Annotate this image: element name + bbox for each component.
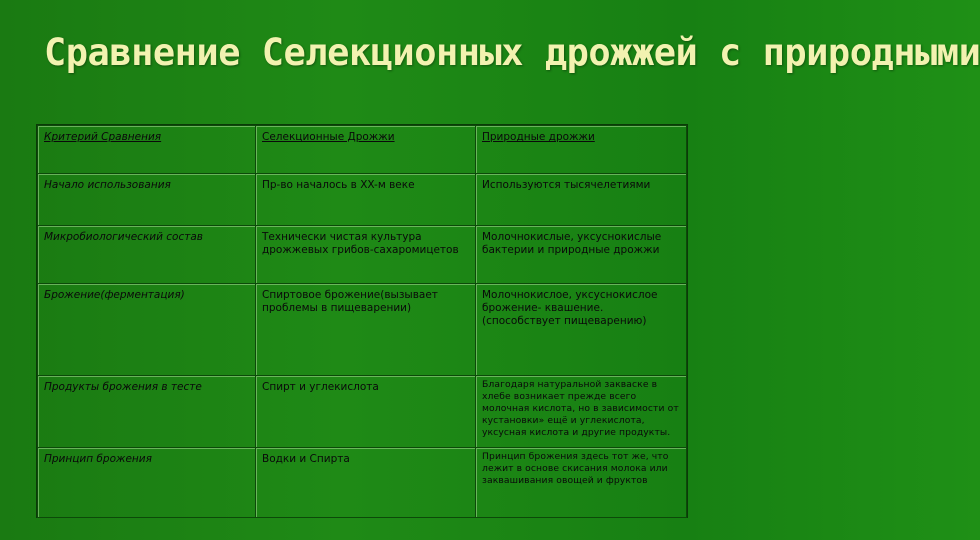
row-natural-value: Молочнокислые, уксуснокислые бактерии и природные дрожжи [476, 226, 687, 284]
header-natural-yeast: Природные дрожжи [476, 126, 687, 174]
row-natural-value: Принцип брожения здесь тот же, что лежит в основе скисания молока или заквашивания овощей и фруктов [476, 448, 687, 518]
row-criterion: Брожение(ферментация) [38, 284, 256, 376]
row-criterion: Продукты брожения в тесте [38, 376, 256, 448]
table-row [38, 284, 687, 376]
table-header-row [38, 126, 687, 174]
comparison-table [36, 124, 688, 518]
header-selection-yeast: Селекционные Дрожжи [256, 126, 476, 174]
row-natural-value: Молочнокислое, уксуснокислое брожение- квашение.(способствует пищеварению) [476, 284, 687, 376]
row-selection-value: Спиртовое брожение(вызывает проблемы в пищеварении) [256, 284, 476, 376]
table-row [38, 226, 687, 284]
slide-title: Сравнение Селекционных дрожжей с природными [44, 31, 980, 74]
table-row [38, 448, 687, 518]
row-selection-value: Технически чистая культура дрожжевых грибов-сахаромицетов [256, 226, 476, 284]
table-row [38, 376, 687, 448]
row-criterion: Начало использования [38, 174, 256, 226]
table-row [38, 174, 687, 226]
row-selection-value: Спирт и углекислота [256, 376, 476, 448]
row-criterion: Принцип брожения [38, 448, 256, 518]
row-natural-value: Благодаря натуральной закваске в хлебе возникает прежде всего молочная кислота, но в зависимости от кустановки» ещё и углекислота, уксусная кислота и другие продукты. [476, 376, 687, 448]
row-selection-value: Пр-во началось в XX-м веке [256, 174, 476, 226]
header-criterion: Критерий Сравнения [38, 126, 256, 174]
row-selection-value: Водки и Спирта [256, 448, 476, 518]
row-natural-value: Используются тысячелетиями [476, 174, 687, 226]
row-criterion: Микробиологический состав [38, 226, 256, 284]
